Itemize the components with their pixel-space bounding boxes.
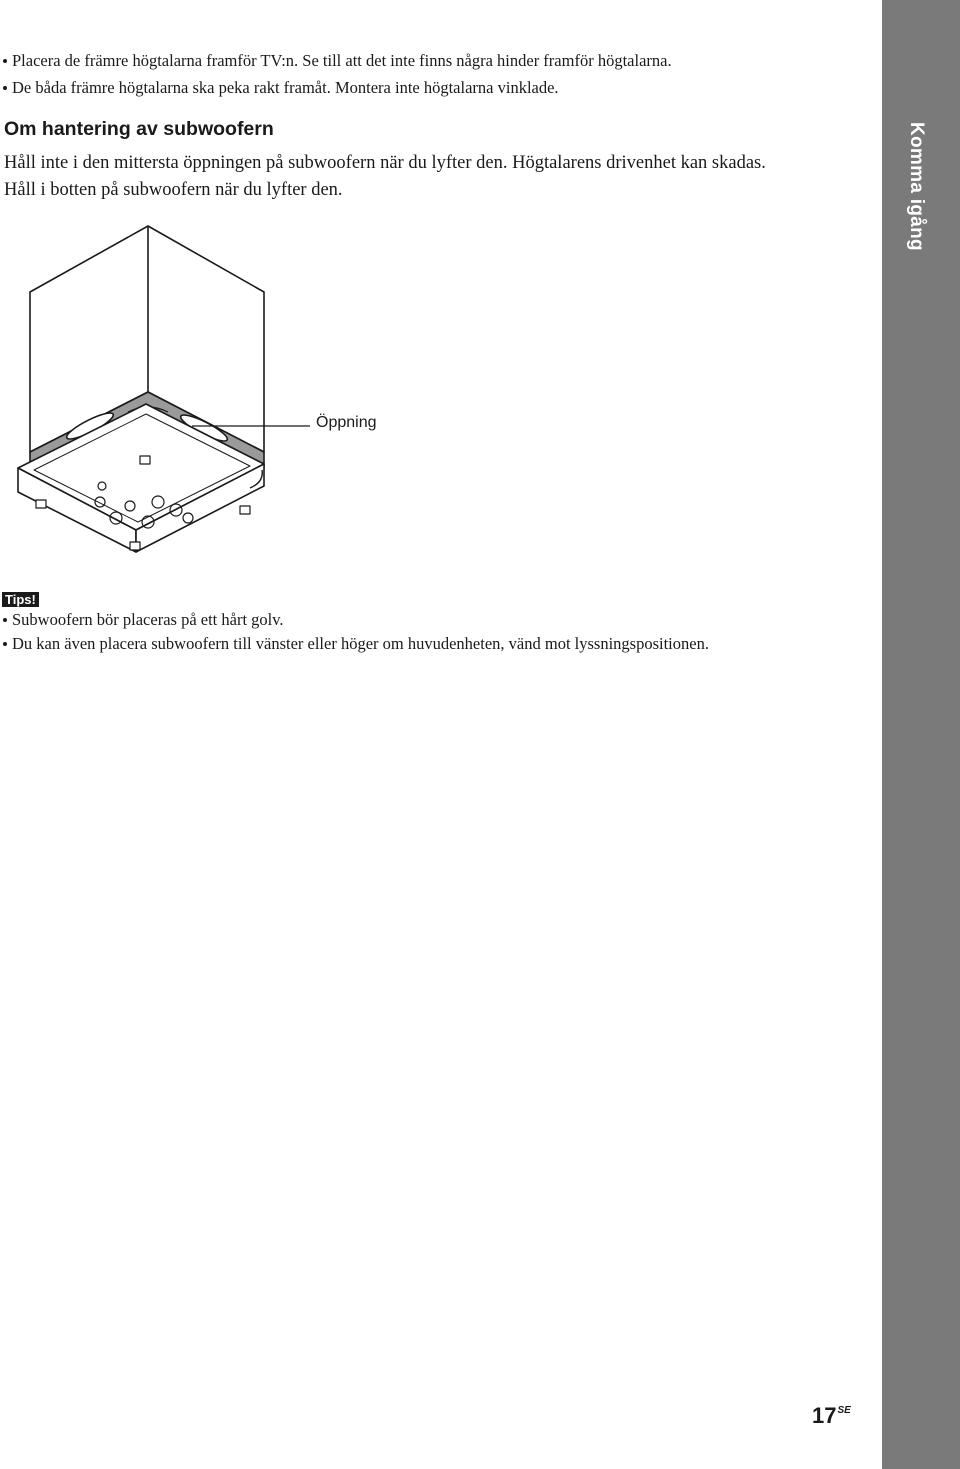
page-number-value: 17	[812, 1403, 837, 1428]
subwoofer-illustration	[12, 220, 392, 565]
list-item: De båda främre högtalarna ska peka rakt framåt. Montera inte högtalarna vinklade.	[0, 74, 672, 101]
section-heading: Om hantering av subwoofern	[4, 118, 274, 140]
intro-bullet-list	[0, 47, 672, 101]
callout-label: Öppning	[316, 414, 377, 431]
tips-badge: Tips!	[2, 592, 39, 607]
page-number	[812, 1398, 851, 1429]
section-body	[4, 150, 766, 204]
list-item: Du kan även placera subwoofern till vänster eller höger om huvudenheten, vänd mot lyssningspositionen.	[0, 632, 709, 656]
body-line: Håll inte i den mittersta öppningen på subwoofern när du lyfter den. Högtalarens drivenhet kan skadas.	[4, 153, 766, 173]
tips-bullet-list	[0, 608, 709, 656]
side-tab-label: Komma igång	[906, 122, 927, 251]
list-item: Placera de främre högtalarna framför TV:n. Se till att det inte finns några hinder framför högtalarna.	[0, 47, 672, 74]
page-number-suffix: SE	[837, 1405, 851, 1416]
list-item: Subwoofern bör placeras på ett hårt golv.	[0, 608, 709, 632]
body-line: Håll i botten på subwoofern när du lyfter den.	[4, 180, 343, 200]
